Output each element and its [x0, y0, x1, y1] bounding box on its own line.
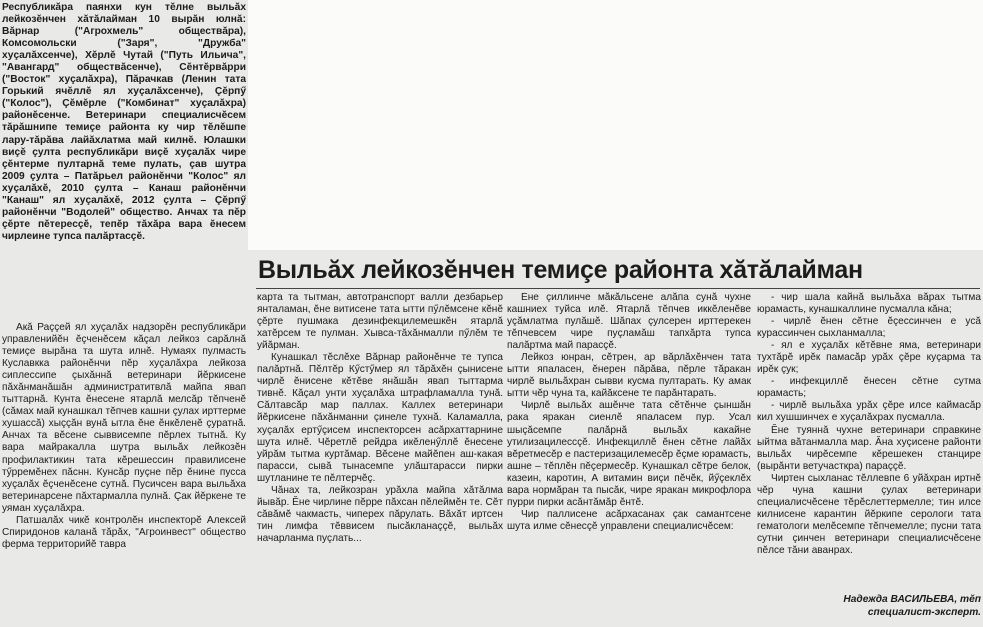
author-signature	[757, 594, 981, 619]
author-role: специалист-эксперт.	[867, 606, 981, 618]
headline-divider	[256, 288, 980, 289]
list-item: - чир шала кайнă выльăха вăрах тытма юрамасть, кунашкаллине пусмалла кăна;	[757, 292, 981, 316]
paragraph: Ĕне туяннă чухне ветеринари справкине ыйтма вăтанмалла мар. Ăна хуçисене районти выльăх чирĕсемпе кĕрешекен станцире (вырăнти ветучасткра) параççĕ.	[757, 424, 981, 472]
list-item: - чирлĕ выльăха урăх çĕре илсе каймасăр кил хушшинчех е хуçалăхрах пусмалла.	[757, 400, 981, 424]
list-item: - инфекциллĕ ĕнесен сĕтне сутма юрамасть;	[757, 376, 981, 400]
paragraph: Лейкоз юнран, сĕтрен, ар вăрлăхĕнчен тата ытти япаласен, ĕнерен пăрăва, пĕрле тăракан чирлĕ выльăхран сывви кусма пултарать. Ку амак ытти чĕр чуна та, кайăксене те парăнтарать.	[507, 352, 751, 400]
column-2	[257, 292, 503, 625]
paragraph: Чирлĕ выльăх ашĕнче тата сĕтĕнче çыншăн рака яракан сиенлĕ япаласем пур. Усал шыçăсемпе палăрнă выльăх какайне утилизацилессçĕ. Инфекциллĕ ĕнен сĕтне лайăх вĕретмесĕр е пастеризацилемесĕр ĕçме юрамасть, ашне – тĕплĕн пĕçермесĕр. Кунашкал сĕтре белок, казеин, каротин, А витамин виçи пĕчĕк, йӳçеклĕх вара нормăран та пысăк, чире яракан микрофлора пурри пирки асăнтăмăр ĕнтĕ.	[507, 400, 751, 508]
column-4	[757, 292, 981, 592]
article-headline: Выльăх лейкозĕнчен темиçе районта хăтăлайман	[258, 256, 863, 284]
list-item: - ял е хуçалăх кĕтĕвне яма, ветеринари тухтăрĕ ирĕк памасăр урăх çĕре куçарма та ирĕк çук;	[757, 340, 981, 376]
paragraph: Чăнах та, лейкозран урăхла майпа хăтăлма йывăр. Ĕне чирлине пĕрре пăхсан пĕлеймĕн те. Сĕт сăвăмĕ чакмасть, чиперех пăрулать. Вăхăт иртсен тин лимфа тĕввисем пысăкланаççĕ, выльăх начарланма пуçлать...	[257, 484, 503, 544]
paragraph: Чир паллисене асăрхасанах çак самантсене шута илме сĕнесçĕ управлени специалисчĕсем:	[507, 508, 751, 532]
paragraph: Патшалăх чикĕ контролĕн инспекторĕ Алексей Спиридонов каланă тăрăх, "Агроинвест" общество ферма территорийĕ тавра	[2, 514, 246, 550]
list-item: - чирлĕ ĕнен сĕтне ĕçессинчен е усă курассинчен сыхланмалла;	[757, 316, 981, 340]
top-paragraph: Республикăра паянхи кун тĕлне выльăх лейкозĕнчен хăтăлайман 10 вырăн юлнă: Вăрнар ("Агрохмель" обществăра), Комсомольски ("Заря", "Дружба" хуçалăхсенче), Хĕрлĕ Чутай ("Путь Ильича", "Авангард" обществăсенче), Сĕнтĕрвăрри ("Восток" хуçалăхра), Пăрачкав (Ленин тата Горький ячĕллĕ ял хуçалăхсенче), Çĕрпӳ ("Колос"), Çĕмĕрле ("Комбинат" хуçалăхра) районĕсенче. Ветеринари специалисчĕсем тăрăшнипе темиçе районта ку чир тĕлĕшпе лару-тăрăва лайăхлатма май килнĕ. Юлашки виçĕ çулта республикăри виçĕ хуçалăх чире çĕнтерме пултарнă теме пулать, çав шутра 2009 çулта – Патăрьел районĕнчи "Колос" ял хуçалăхĕ, 2010 çулта – Канаш районĕнчи "Канаш" ял хуçалăхĕ, 2012 çулта – Çĕрпӳ районĕнчи "Водолей" общество. Анчах та пĕр çĕрте пĕтересçĕ, тепĕр тăхăра вара ĕнесем чирлеине тупса палăртасçĕ.	[2, 2, 246, 242]
paragraph: Кунашкал тĕслĕхе Вăрнар районĕнче те тупса палăртнă. Пĕлтĕр Кӳстӳмер ял тăрăхĕн çынисене чирлĕ ĕнисене кĕтĕве янăшăн явап тыттарма тивнĕ. Кăçал унти хуçалăха штрафламалла тунă. Сăлтавсăр мар паллах. Каллех ветеринари йĕркисене пăхăнманни çинеле тухнă. Каламалла, хуçалăх ертӳçисем инспекторсен асăрхаттарнине шута илнĕ. Чĕретлĕ рейдра икĕленӳллĕ ĕнесене уйрăм тытма куртăмар. Вĕсене майĕпен аш-какая парасси, сывă тынасемпе улăштарасси пирки шутланине те пĕлтерчĕç.	[257, 352, 503, 484]
blank-area	[248, 0, 983, 250]
paragraph: Ĕне çиллинче мăкăльсене алăпа сунă чухне кашниех туйса илĕ. Ятарлă тĕпчев иккĕленĕве уçăмлатма пулăшĕ. Шăпах çулсерен ирттерекен тĕпчевсем чире пуçламăш тапхăрта тупса палăртма май парасçĕ.	[507, 292, 751, 352]
column-1	[2, 322, 246, 625]
column-3	[507, 292, 751, 625]
paragraph: Чиртен сыхланас тĕллевпе 6 уйăхран иртнĕ чĕр чуна кашни çулах ветеринари специалисчĕсене тĕрĕслеттермелле; тин илсе килнисене карантин йĕркипе серологи тата гематологи мелĕсемпе тĕпчемелле; пусни тата сутни çинчен ветеринари специалисчĕсене пĕлсе тăни аванрах.	[757, 472, 981, 556]
paragraph: Акă Раççей ял хуçалăх надзорĕн республикăри управленийĕн ĕçченĕсем кăçал лейкоз сарăлнă темиçе вырăна та шута илнĕ. Нумаях пулмасть Куславкка районĕнчи пĕр хуçалăхра лейкоза сиплессипе çыхăннă ветеринари йĕркисене пăхăнманăшăн администратитвлă майпа явап тыттарнă. Кунта ĕнесене ятарлă мелсăр тĕпченĕ (сăмах май кунашкал тĕпчев кашни çулах ирттерме хушассă) хыççăн вунă ытла ĕне ĕнкĕленĕ çуратнă. Анчах та вĕсене сыввисемпе пĕрлех тытнă. Ку вара майракалла шутра выльăх лейкозĕн профилактикин тата кĕрешессин правилисене тӳрремĕнех пăснн. Кунсăр пуçне пĕр ĕнине пусса хуçалăх ĕçченĕсене сутнă. Пусичсен вара выльăха ветеринарсене пăхтармалла пулнă. Çак йĕркене те уяман хуçалăхра.	[2, 322, 246, 514]
author-name: Надежда ВАСИЛЬЕВА, тĕп	[843, 594, 981, 605]
paragraph: карта та тытман, автотранспорт валли дезбарьер янталаман, ĕне витисене тата ытти пӳлĕмсене кĕнĕ çĕрте пушмака дезинфекцилемешкĕн ятарлă хатĕрсем те пулман. Хывса-тăхăнмалли пӳлĕм те уйăрман.	[257, 292, 503, 352]
